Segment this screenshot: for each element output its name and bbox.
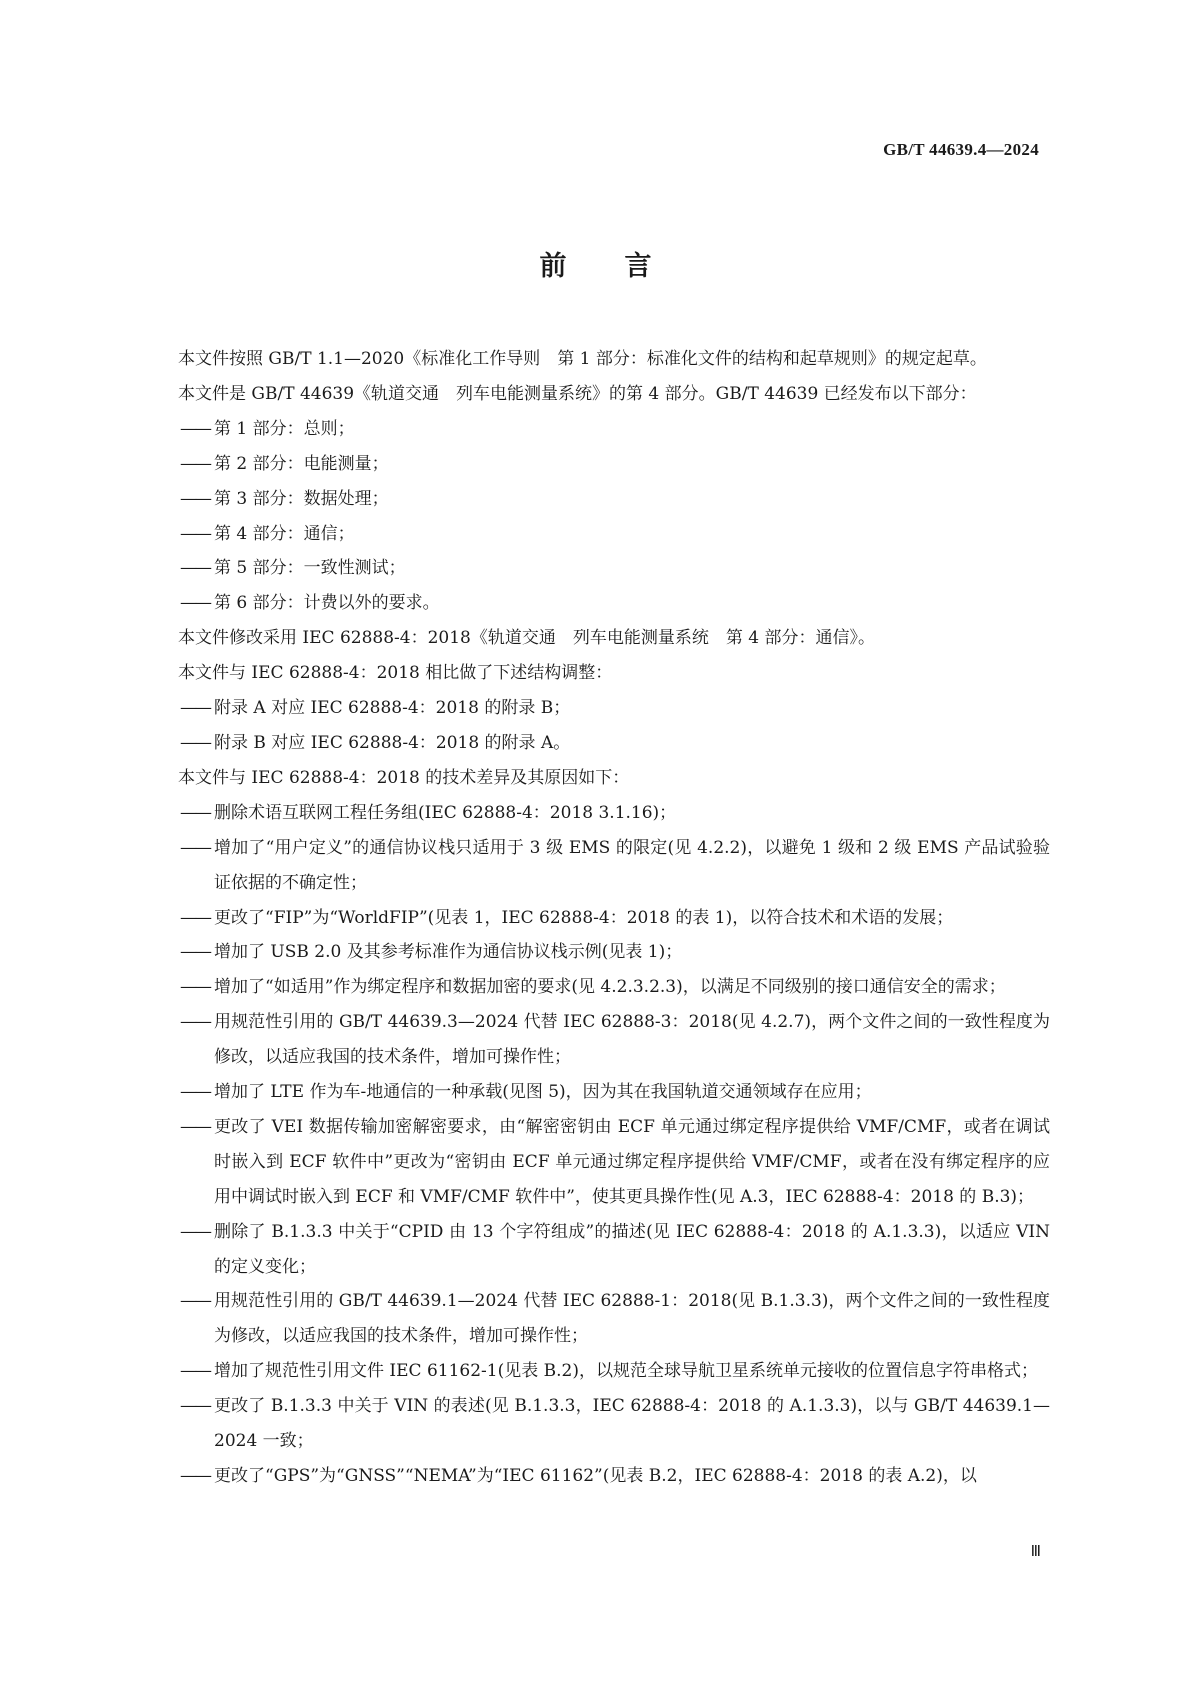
list-item: —— 第 5 部分：一致性测试； — [144, 551, 1050, 586]
list-item: —— 删除了 B.1.3.3 中关于“CPID 由 13 个字符组成”的描述(见 IEC 62888-4：2018 的 A.1.3.3)，以适应 VIN 的定义变化； — [144, 1215, 1050, 1285]
title-char-1: 前 — [539, 251, 567, 282]
dash-marker: —— — [180, 523, 210, 544]
paragraph-adoption: 本文件修改采用 IEC 62888-4：2018《轨道交通 列车电能测量系统 第 4 部分：通信》。 — [178, 628, 875, 649]
title-char-2: 言 — [624, 251, 652, 282]
dash-marker: —— — [180, 1082, 210, 1103]
dash-marker: —— — [180, 698, 210, 719]
paragraph-structure-intro: 本文件与 IEC 62888-4：2018 相比做了下述结构调整： — [178, 663, 613, 684]
list-item: —— 增加了 LTE 作为车-地通信的一种承载(见图 5)，因为其在我国轨道交通领域存在应用； — [144, 1075, 1050, 1110]
dash-marker: —— — [180, 1116, 210, 1137]
list-item: —— 增加了规范性引用文件 IEC 61162-1(见表 B.2)，以规范全球导航卫星系统单元接收的位置信息字符串格式； — [144, 1354, 1050, 1389]
dash-marker: —— — [180, 907, 210, 928]
dash-marker: —— — [180, 558, 210, 579]
list-item: —— 更改了 VEI 数据传输加密解密要求，由“解密密钥由 ECF 单元通过绑定程序提供给 VMF/CMF，或者在调试时嵌入到 ECF 软件中”更改为“密钥由 ECF 单元通过绑定程序提供给 VMF/CMF，或者在没有绑定程序的应用中调试时嵌入到 ECF 和 VMF/CMF 软件中”，使其更具操作性(见 A.3，IEC 62888-4：2018 的 B.3)； — [144, 1110, 1050, 1215]
page-title — [0, 244, 1191, 283]
dash-marker: —— — [180, 1361, 210, 1382]
list-item: —— 附录 A 对应 IEC 62888-4：2018 的附录 B； — [144, 691, 1050, 726]
technical-differences-list — [144, 796, 1050, 1494]
dash-marker: —— — [180, 837, 210, 858]
list-item: —— 删除术语互联网工程任务组(IEC 62888-4：2018 3.1.16)； — [144, 796, 1050, 831]
structure-changes-list — [144, 691, 1050, 761]
list-item: —— 附录 B 对应 IEC 62888-4：2018 的附录 A。 — [144, 726, 1050, 761]
list-item: —— 更改了“GPS”为“GNSS”“NEMA”为“IEC 61162”(见表 B.2，IEC 62888-4：2018 的表 A.2)，以 — [144, 1459, 1050, 1494]
dash-marker: —— — [180, 1012, 210, 1033]
paragraph-differences-intro: 本文件与 IEC 62888-4：2018 的技术差异及其原因如下： — [178, 767, 630, 788]
preface-body — [144, 342, 1050, 1494]
dash-marker: —— — [180, 977, 210, 998]
dash-marker: —— — [180, 418, 210, 439]
list-item: —— 增加了 USB 2.0 及其参考标准作为通信协议栈示例(见表 1)； — [144, 935, 1050, 970]
page-number: Ⅲ — [1030, 1544, 1041, 1560]
list-item: —— 第 3 部分：数据处理； — [144, 482, 1050, 517]
dash-marker: —— — [180, 1396, 210, 1417]
list-item: —— 用规范性引用的 GB/T 44639.1—2024 代替 IEC 62888-1：2018(见 B.1.3.3)，两个文件之间的一致性程度为修改，以适应我国的技术条件，增加可操作性； — [144, 1284, 1050, 1354]
standard-code-header: GB/T 44639.4—2024 — [883, 140, 1039, 159]
dash-marker: —— — [180, 1291, 210, 1312]
dash-marker: —— — [180, 593, 210, 614]
list-item: —— 增加了“如适用”作为绑定程序和数据加密的要求(见 4.2.3.2.3)，以满足不同级别的接口通信安全的需求； — [144, 970, 1050, 1005]
dash-marker: —— — [180, 488, 210, 509]
list-item: —— 第 4 部分：通信； — [144, 517, 1050, 552]
dash-marker: —— — [180, 1466, 210, 1486]
paragraph-drafting-rules: 本文件按照 GB/T 1.1—2020《标准化工作导则 第 1 部分：标准化文件的结构和起草规则》的规定起草。 — [178, 349, 987, 369]
list-item: —— 第 2 部分：电能测量； — [144, 447, 1050, 482]
list-item: —— 第 1 部分：总则； — [144, 412, 1050, 447]
dash-marker: —— — [180, 453, 210, 474]
list-item: —— 增加了“用户定义”的通信协议栈只适用于 3 级 EMS 的限定(见 4.2.2)，以避免 1 级和 2 级 EMS 产品试验验证依据的不确定性； — [144, 831, 1050, 901]
dash-marker: —— — [180, 1221, 210, 1242]
paragraph-series-info: 本文件是 GB/T 44639《轨道交通 列车电能测量系统》的第 4 部分。GB/T 44639 已经发布以下部分： — [178, 383, 977, 404]
dash-marker: —— — [180, 942, 210, 963]
dash-marker: —— — [180, 732, 210, 753]
parts-list — [144, 412, 1050, 621]
list-item: —— 更改了 B.1.3.3 中关于 VIN 的表述(见 B.1.3.3，IEC 62888-4：2018 的 A.1.3.3)，以与 GB/T 44639.1—2024 一致； — [144, 1389, 1050, 1459]
list-item: —— 第 6 部分：计费以外的要求。 — [144, 586, 1050, 621]
list-item: —— 更改了“FIP”为“WorldFIP”(见表 1，IEC 62888-4：2018 的表 1)，以符合技术和术语的发展； — [144, 901, 1050, 936]
list-item: —— 用规范性引用的 GB/T 44639.3—2024 代替 IEC 62888-3：2018(见 4.2.7)，两个文件之间的一致性程度为修改，以适应我国的技术条件，增加可操作性； — [144, 1005, 1050, 1075]
dash-marker: —— — [180, 802, 210, 823]
